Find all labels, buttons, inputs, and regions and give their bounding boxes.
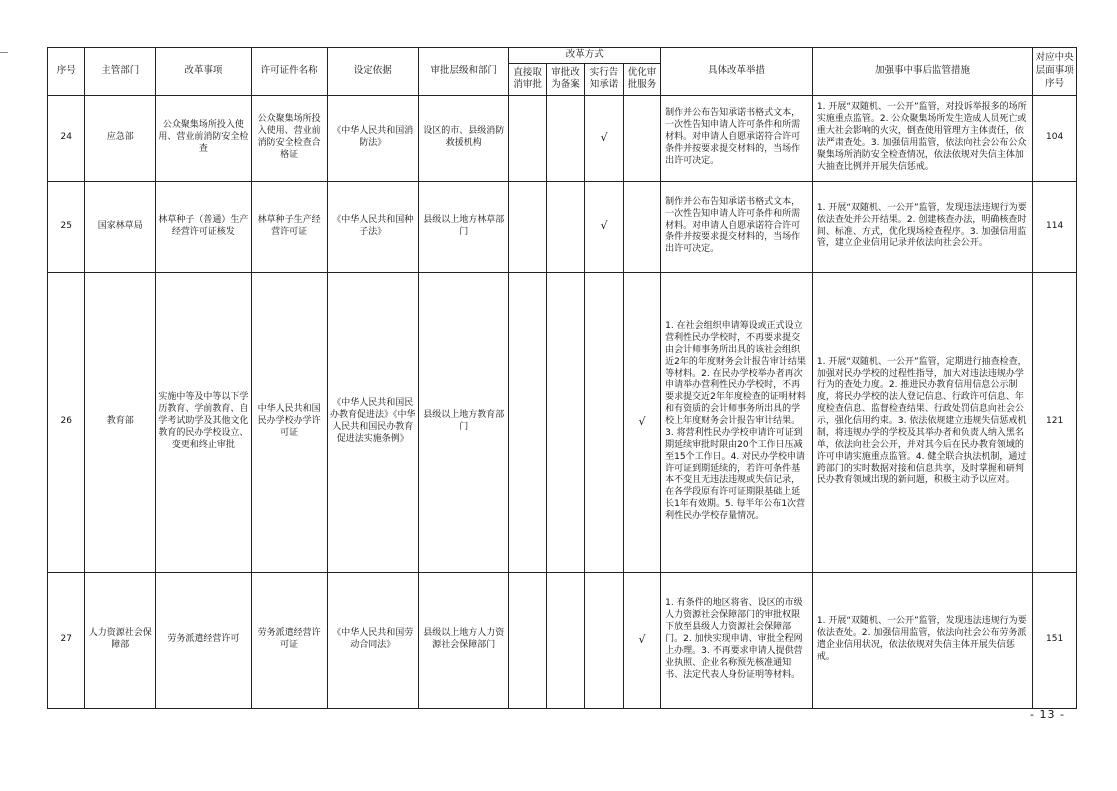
cell-license: 中华人民共和国民办学校办学许可证 — [251, 272, 327, 572]
header-item: 改革事项 — [156, 48, 252, 96]
cell-central-no: 121 — [1033, 272, 1077, 572]
cell-mode-cancel — [509, 181, 546, 272]
header-basis: 设定依据 — [327, 48, 418, 96]
reform-table — [47, 47, 1077, 709]
cell-item: 林草种子（普通）生产经营许可证核发 — [156, 181, 252, 272]
cell-mode-filing — [546, 181, 584, 272]
cell-measures: 制作并公布告知承诺书格式文本，一次性告知申请人许可条件和所需材料。对申请人自愿承诺符合许可条件并按要求提交材料的，当场作出许可决定。 — [661, 181, 813, 272]
header-mode-filing: 审批改为备案 — [546, 63, 584, 95]
cell-measures: 制作并公布告知承诺书格式文本，一次性告知申请人许可条件和所需材料。对申请人自愿承诺符合许可条件并按要求提交材料的，当场作出许可决定。 — [661, 95, 813, 181]
header-reform-mode: 改革方式 — [509, 48, 661, 64]
cell-mode-filing — [546, 572, 584, 708]
cell-license: 公众聚集场所投入使用、营业前消防安全检查合格证 — [251, 95, 327, 181]
page-number: - 13 - — [1030, 708, 1065, 721]
cell-item: 实施中等及中等以下学历教育、学前教育、自学考试助学及其他文化教育的民办学校设立、变更和终止审批 — [156, 272, 252, 572]
cell-basis: 《中华人民共和国种子法》 — [327, 181, 418, 272]
cell-mode-commitment — [585, 272, 623, 572]
cell-license: 林草种子生产经营许可证 — [251, 181, 327, 272]
cell-item: 公众聚集场所投入使用、营业前消防安全检查 — [156, 95, 252, 181]
cell-basis: 《中华人民共和国民办教育促进法》《中华人民共和国民办教育促进法实施条例》 — [327, 272, 418, 572]
table-row — [48, 572, 1077, 708]
cell-supervision: 1. 开展“双随机、一公开”监管，对投诉举报多的场所实施重点监管。2. 公众聚集场所发生造成人员死亡或重大社会影响的火灾，倒查使用管理方主体责任，依法严肃查处。3. 加强信用监管，依法向社会公布公众聚集场所消防安全检查情况，依法依规对失信主体加大抽查比例并开展失信惩戒。 — [812, 95, 1032, 181]
table-row — [48, 181, 1077, 272]
cell-supervision: 1. 开展“双随机、一公开”监管，定期进行抽查检查，加强对民办学校的过程性指导，加大对违法违规办学行为的查处力度。2. 推进民办教育信用信息公示制度，将民办学校的法人登记信息、行政许可信息、年度检查信息、监督检查结果、行政处罚信息向社会公示，强化信用约束。3. 依法依规建立违规失信惩戒机制，将违规办学的学校及其举办者和负责人纳入黑名单，依法向社会公开，并对其今后在民办教育领域的许可申请实施重点监管。4. 健全联合执法机制，通过跨部门的实时数据对接和信息共享，及时掌握和研判民办教育领域出现的新问题，积极主动予以应对。 — [812, 272, 1032, 572]
cell-mode-optimize — [623, 95, 660, 181]
cell-mode-commitment — [585, 572, 623, 708]
cell-mode-commitment: √ — [585, 95, 623, 181]
cell-dept: 人力资源社会保障部 — [85, 572, 156, 708]
cell-dept: 应急部 — [85, 95, 156, 181]
cell-seq: 25 — [48, 181, 85, 272]
cell-level: 县级以上地方教育部门 — [419, 272, 509, 572]
cell-seq: 27 — [48, 572, 85, 708]
scan-mark — [0, 52, 8, 53]
table-row — [48, 272, 1077, 572]
cell-mode-optimize: √ — [623, 572, 660, 708]
cell-mode-filing — [546, 272, 584, 572]
cell-dept: 教育部 — [85, 272, 156, 572]
cell-supervision: 1. 开展“双随机、一公开”监管，发现违法违规行为要依法查处。2. 加强信用监管，依法向社会公布劳务派遣企业信用状况，依法依规对失信主体开展失信惩戒。 — [812, 572, 1032, 708]
cell-basis: 《中华人民共和国劳动合同法》 — [327, 572, 418, 708]
cell-dept: 国家林草局 — [85, 181, 156, 272]
cell-mode-cancel — [509, 572, 546, 708]
cell-level: 县级以上地方人力资源社会保障部门 — [419, 572, 509, 708]
cell-central-no: 151 — [1033, 572, 1077, 708]
cell-license: 劳务派遣经营许可证 — [251, 572, 327, 708]
cell-mode-optimize: √ — [623, 272, 660, 572]
cell-measures: 1. 有条件的地区将省、设区的市级人力资源社会保障部门的审批权限下放至县级人力资源社会保障部门。2. 加快实现申请、审批全程网上办理。3. 不再要求申请人提供营业执照、企业名称预先核准通知书、法定代表人身份证明等材料。 — [661, 572, 813, 708]
cell-level: 设区的市、县级消防救援机构 — [419, 95, 509, 181]
header-measures: 具体改革举措 — [661, 48, 813, 96]
header-mode-cancel: 直接取消审批 — [509, 63, 546, 95]
header-mode-optimize: 优化审批服务 — [623, 63, 660, 95]
cell-basis: 《中华人民共和国消防法》 — [327, 95, 418, 181]
header-seq: 序号 — [48, 48, 85, 96]
header-supervision: 加强事中事后监管措施 — [812, 48, 1032, 96]
header-central-no: 对应中央层面事项序号 — [1033, 48, 1077, 96]
header-level: 审批层级和部门 — [419, 48, 509, 96]
cell-seq: 24 — [48, 95, 85, 181]
cell-mode-cancel — [509, 95, 546, 181]
cell-seq: 26 — [48, 272, 85, 572]
cell-central-no: 104 — [1033, 95, 1077, 181]
cell-mode-filing — [546, 95, 584, 181]
header-dept: 主管部门 — [85, 48, 156, 96]
cell-mode-cancel — [509, 272, 546, 572]
header-mode-commitment: 实行告知承诺 — [585, 63, 623, 95]
cell-level: 县级以上地方林草部门 — [419, 181, 509, 272]
table-row — [48, 95, 1077, 181]
cell-mode-optimize — [623, 181, 660, 272]
header-license: 许可证件名称 — [251, 48, 327, 96]
cell-mode-commitment: √ — [585, 181, 623, 272]
cell-supervision: 1. 开展“双随机、一公开”监管，发现违法违规行为要依法查处并公开结果。2. 创建核查办法，明确核查时间、标准、方式，优化现场检查程序。3. 加强信用监管，建立企业信用记录并依法向社会公开。 — [812, 181, 1032, 272]
cell-item: 劳务派遣经营许可 — [156, 572, 252, 708]
cell-central-no: 114 — [1033, 181, 1077, 272]
cell-measures: 1. 在社会组织申请筹设或正式设立营利性民办学校时，不再要求提交由会计师事务所出具的该社会组织近2年的年度财务会计报告审计结果等材料。2. 在民办学校举办者再次申请举办营利性民办学校时，不再要求提交近2年年度检查的证明材料和有资质的会计师事务所出具的学校上年度财务会计报告审计结果。3. 将营利性民办学校申请许可证到期延续审批时限由20个工作日压减至15个工作日。4. 对民办学校申请许可证到期延续的，若许可条件基本不变且无违法违规或失信记录，在各学段原有许可证期限基础上延长1年有效期。5. 每半年公布1次营利性民办学校存量情况。 — [661, 272, 813, 572]
